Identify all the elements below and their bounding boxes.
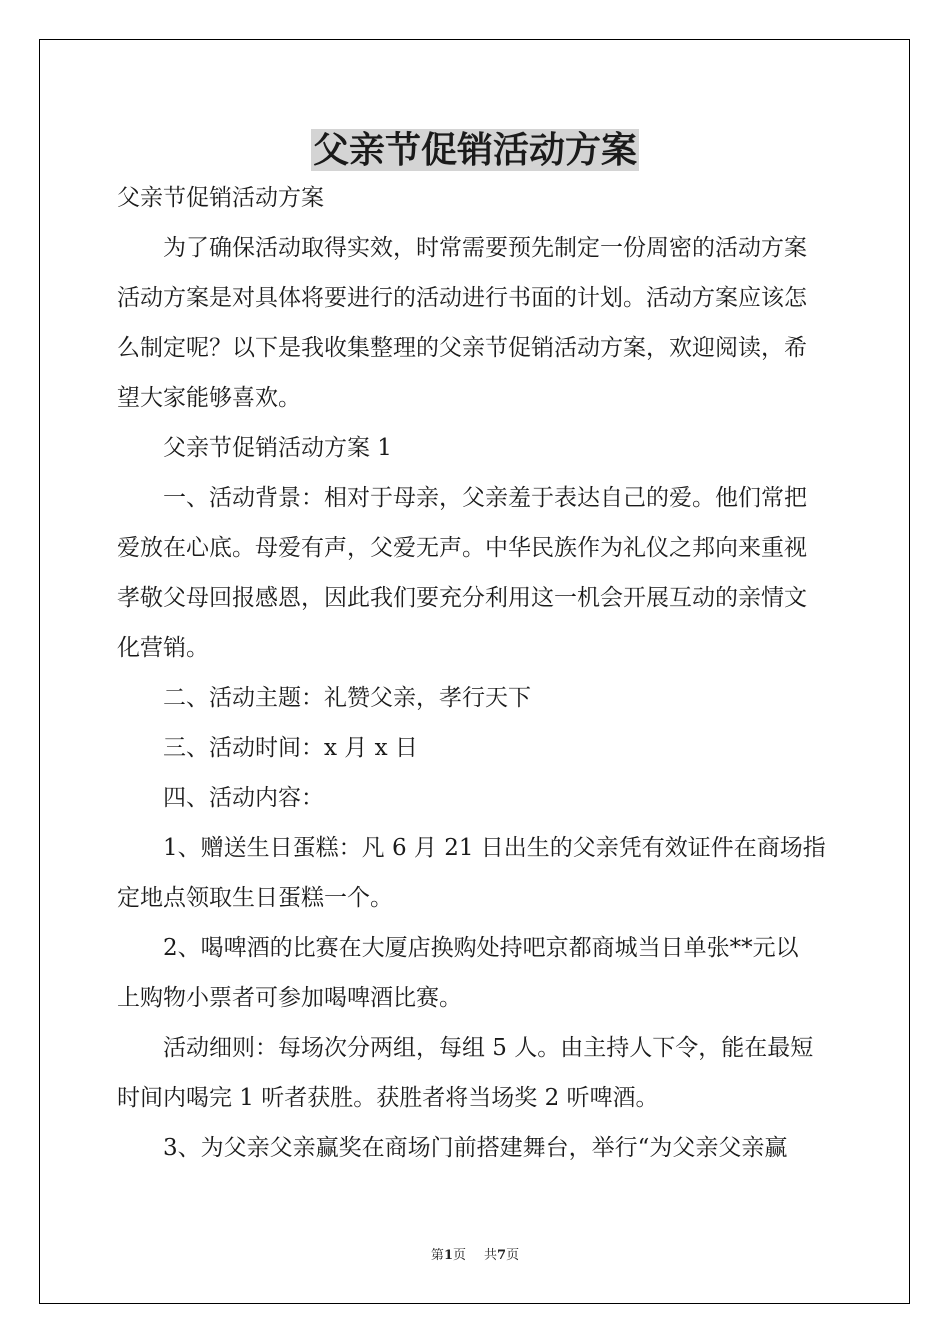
paragraph-line: 化营销。 (117, 635, 209, 661)
footer-page-number: 1 (443, 1248, 453, 1263)
footer-total-prefix: 共 (484, 1248, 498, 1263)
paragraph-line: 爱放在心底。母爱有声，父爱无声。中华民族作为礼仪之邦向来重视 (117, 535, 807, 561)
paragraph-line: 时间内喝完 1 听者获胜。获胜者将当场奖 2 听啤酒。 (117, 1085, 659, 1111)
paragraph-line: 么制定呢？以下是我收集整理的父亲节促销活动方案，欢迎阅读，希 (117, 335, 807, 361)
footer-total-suffix: 页 (506, 1248, 520, 1263)
paragraph-line: 3、为父亲父亲赢奖在商场门前搭建舞台，举行“为父亲父亲赢 (163, 1135, 788, 1161)
paragraph-line: 定地点领取生日蛋糕一个。 (117, 885, 393, 911)
paragraph-line: 2、喝啤酒的比赛在大厦店换购处持吧京都商城当日单张**元以 (163, 935, 799, 961)
paragraph-line: 孝敬父母回报感恩，因此我们要充分利用这一机会开展互动的亲情文 (117, 585, 807, 611)
footer-page-suffix: 页 (452, 1248, 466, 1263)
paragraph-line: 活动细则：每场次分两组，每组 5 人。由主持人下令，能在最短 (163, 1035, 814, 1061)
document-title-text: 父亲节促销活动方案 (312, 129, 637, 171)
page-footer (0, 1246, 950, 1266)
footer-page-prefix: 第 (430, 1248, 444, 1263)
subtitle: 父亲节促销活动方案 (117, 185, 324, 211)
footer-total-pages: 7 (497, 1248, 507, 1263)
paragraph-line: 二、活动主题：礼赞父亲，孝行天下 (163, 685, 531, 711)
document-body (117, 173, 833, 1173)
paragraph-line: 一、活动背景：相对于母亲，父亲羞于表达自己的爱。他们常把 (163, 485, 807, 511)
paragraph-line: 望大家能够喜欢。 (117, 385, 301, 411)
paragraph-line: 三、活动时间：x 月 x 日 (163, 735, 418, 761)
paragraph-line: 活动方案是对具体将要进行的活动进行书面的计划。活动方案应该怎 (117, 285, 807, 311)
paragraph-line: 上购物小票者可参加喝啤酒比赛。 (117, 985, 462, 1011)
paragraph-line: 1、赠送生日蛋糕：凡 6 月 21 日出生的父亲凭有效证件在商场指 (163, 835, 826, 861)
section-heading: 父亲节促销活动方案 1 (163, 435, 392, 461)
paragraph-line: 四、活动内容： (163, 785, 324, 811)
paragraph-line: 为了确保活动取得实效，时常需要预先制定一份周密的活动方案 (163, 235, 807, 261)
document-title (0, 124, 950, 176)
